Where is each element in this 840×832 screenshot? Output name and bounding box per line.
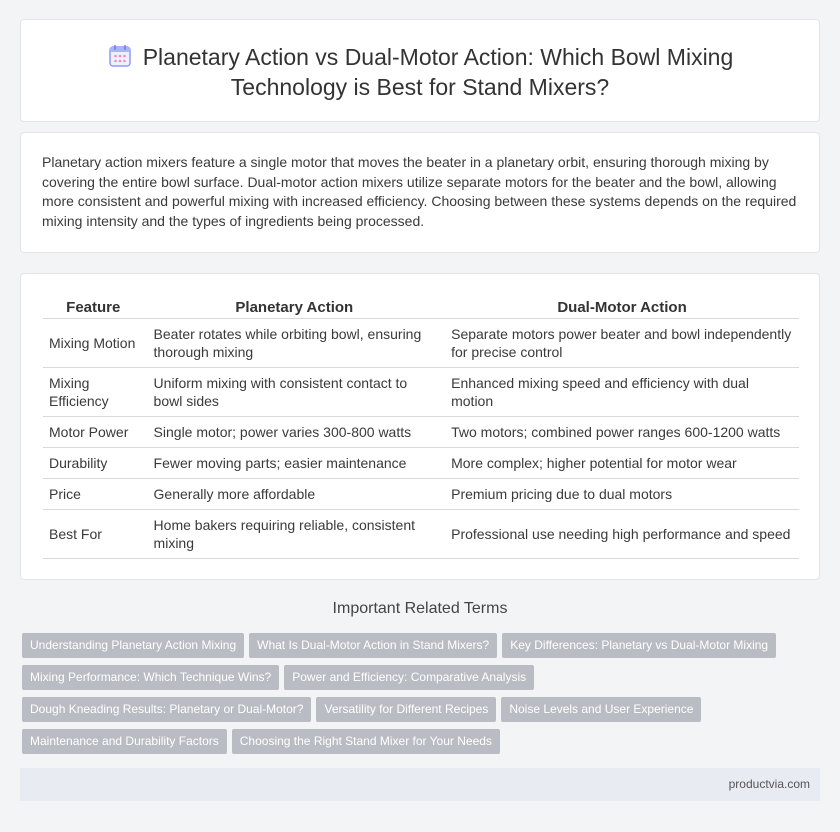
feature-cell: Best For (43, 510, 144, 559)
dual-motor-cell: Enhanced mixing speed and efficiency with dual motion (445, 368, 799, 417)
page-title-wrap (21, 42, 819, 102)
footer-site[interactable]: productvia.com (728, 777, 810, 791)
planetary-cell: Single motor; power varies 300-800 watts (148, 417, 442, 448)
dual-motor-cell: Premium pricing due to dual motors (445, 479, 799, 510)
feature-cell: Mixing Motion (43, 319, 144, 368)
intro-paragraph: Planetary action mixers feature a single motor that moves the beater in a planetary orbit, ensuring thorough mixing by covering the entire bowl surface. Dual-motor action mixers utilize separate motors for the beater and the bowl, allowing more consistent and powerful mixing with increased efficiency. Choosing between these systems depends on the required mixing intensity and the types of ingredients being processed. (42, 154, 797, 229)
planetary-cell: Beater rotates while orbiting bowl, ensuring thorough mixing (148, 319, 442, 368)
related-terms-list (22, 633, 822, 761)
feature-cell: Price (43, 479, 144, 510)
table-header-row (43, 296, 799, 319)
table-row (43, 417, 799, 448)
feature-cell: Motor Power (43, 417, 144, 448)
page-title: Planetary Action vs Dual-Motor Action: Which Bowl Mixing Technology is Best for Stand Mixers? (142, 44, 734, 100)
intro-card (20, 132, 820, 253)
related-term-tag[interactable]: Versatility for Different Recipes (316, 697, 496, 722)
dual-motor-cell: Professional use needing high performance and speed (445, 510, 799, 559)
comparison-table (43, 296, 799, 559)
related-term-tag[interactable]: Key Differences: Planetary vs Dual-Motor Mixing (502, 633, 776, 658)
table-row (43, 368, 799, 417)
related-terms-heading: Important Related Terms (332, 600, 508, 617)
header-planetary: Planetary Action (148, 296, 442, 319)
related-term-tag[interactable]: Power and Efficiency: Comparative Analysis (284, 665, 534, 690)
calendar-icon (107, 43, 133, 69)
related-term-tag[interactable]: Dough Kneading Results: Planetary or Dual-Motor? (22, 697, 311, 722)
planetary-cell: Home bakers requiring reliable, consistent mixing (148, 510, 442, 559)
dual-motor-cell: Separate motors power beater and bowl independently for precise control (445, 319, 799, 368)
header-dual-motor: Dual-Motor Action (445, 296, 799, 319)
title-card (20, 19, 820, 122)
dual-motor-cell: More complex; higher potential for motor wear (445, 448, 799, 479)
related-term-tag[interactable]: Noise Levels and User Experience (501, 697, 701, 722)
feature-cell: Mixing Efficiency (43, 368, 144, 417)
planetary-cell: Fewer moving parts; easier maintenance (148, 448, 442, 479)
tag-row (22, 729, 822, 761)
comparison-card (20, 273, 820, 580)
header-feature: Feature (43, 296, 144, 319)
table-row (43, 448, 799, 479)
footer (20, 768, 820, 801)
planetary-cell: Generally more affordable (148, 479, 442, 510)
table-row (43, 319, 799, 368)
table-row (43, 479, 799, 510)
feature-cell: Durability (43, 448, 144, 479)
related-term-tag[interactable]: Understanding Planetary Action Mixing (22, 633, 244, 658)
tag-row (22, 633, 822, 665)
tag-row (22, 665, 822, 697)
related-term-tag[interactable]: Mixing Performance: Which Technique Wins? (22, 665, 279, 690)
related-term-tag[interactable]: Choosing the Right Stand Mixer for Your Needs (232, 729, 500, 754)
planetary-cell: Uniform mixing with consistent contact to bowl sides (148, 368, 442, 417)
dual-motor-cell: Two motors; combined power ranges 600-1200 watts (445, 417, 799, 448)
related-term-tag[interactable]: Maintenance and Durability Factors (22, 729, 227, 754)
table-row (43, 510, 799, 559)
related-term-tag[interactable]: What Is Dual-Motor Action in Stand Mixers? (249, 633, 497, 658)
tag-row (22, 697, 822, 729)
